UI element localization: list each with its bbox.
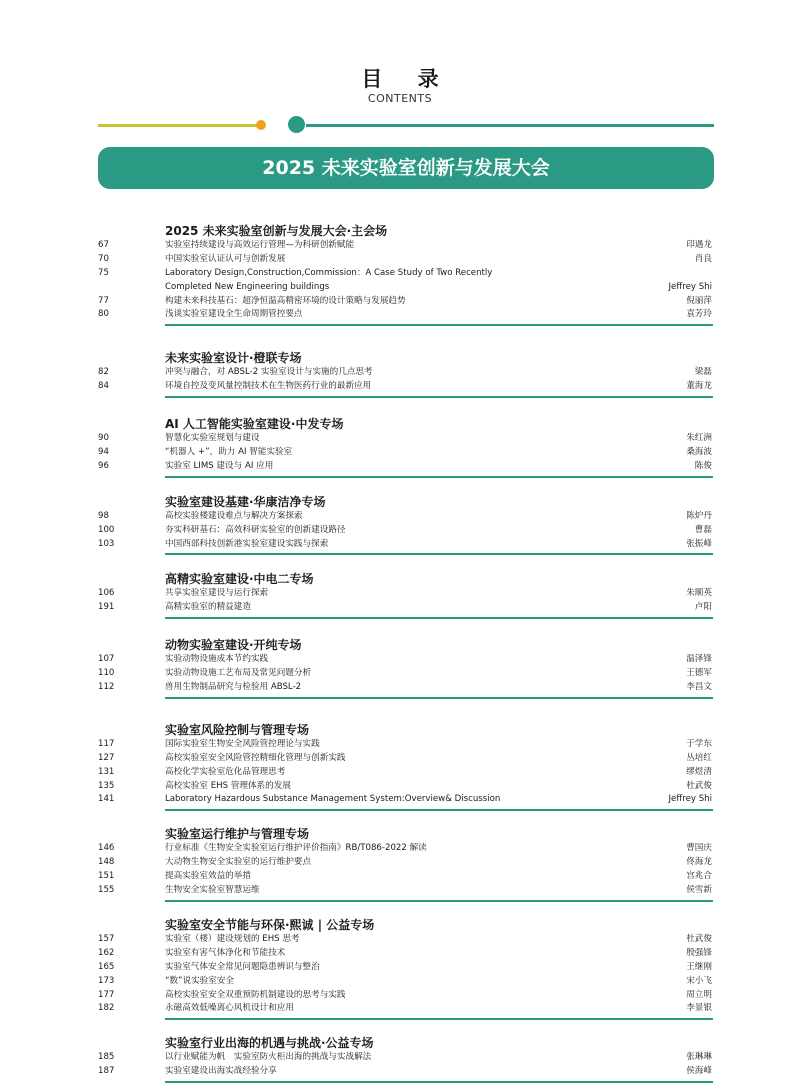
entry-author: Jeffrey Shi [668,794,712,805]
entry-page: 185 [98,1052,115,1063]
section-title: 高精实验室建设·中电二专场 [165,572,314,587]
entry-title: 智慧化实验室规划与建设 [165,433,260,444]
entry-page: 75 [98,267,109,278]
entry-author: 杜武俊 [686,933,712,944]
entry-author: 侯海峰 [686,1066,712,1077]
entry-author: 肖良 [694,253,712,264]
toc-entry[interactable] [0,1002,800,1016]
entry-author: 陈俊 [694,460,712,471]
entry-title: 高校实验室 EHS 管理体系的发展 [165,780,291,791]
toc-section [0,223,800,326]
section-rule [165,553,713,555]
toc-entry[interactable] [0,870,800,884]
toc-section [0,917,800,1020]
toc-entry[interactable] [0,253,800,267]
table-of-contents [0,223,800,1083]
entry-title: 实验室有害气体净化和节能技术 [165,947,286,958]
entry-page: 182 [98,1003,115,1014]
entry-title: 构建未来科技基石：超净恒温高精密环境的设计策略与发展趋势 [165,295,406,306]
toc-section [0,494,800,556]
teal-dot [288,116,305,133]
entry-author: 曹磊 [694,524,712,535]
orange-dot [256,120,266,130]
entry-title: 实验室持续建设与高效运行管理—为科研创新赋能 [165,240,355,250]
entry-author: 宫兆合 [686,871,712,882]
toc-entry[interactable] [0,933,800,947]
entry-author: 宋小飞 [686,975,712,986]
toc-entry[interactable] [0,961,800,975]
entry-title: “数”说实验室安全 [165,975,235,986]
toc-entry[interactable] [0,295,800,309]
decorative-divider [98,124,714,128]
toc-entry[interactable] [0,239,800,253]
entry-title: 实验室（楼）建设规划的 EHS 思考 [165,933,300,944]
entry-author: 倪丽萍 [686,295,712,306]
entry-title: 实验动物设施成本节约实践 [165,654,269,665]
entry-title: 共享实验室建设与运行探索 [165,588,269,599]
entry-title: 提高实验室效益的举措 [165,871,251,882]
entry-page: 148 [98,857,115,868]
entry-title: 以行业赋能为帆 实验室防火柜出海的挑战与实战解法 [165,1052,372,1063]
section-rule [165,697,713,699]
toc-section [0,1035,800,1083]
section-title: AI 人工智能实验室建设·中发专场 [165,417,344,432]
toc-entry[interactable] [0,380,800,394]
entry-title: 实验动物设施工艺布局及常见问题分析 [165,668,312,679]
toc-entry[interactable] [0,738,800,752]
entry-title: 高校实验室安全风险管控精细化管理与创新实践 [165,752,346,763]
entry-page: 162 [98,947,115,958]
section-title: 实验室安全节能与环保·熙诚 | 公益专场 [165,917,375,932]
page-subtitle: CONTENTS [367,92,433,105]
entry-title: 大动物生物安全实验室的运行维护要点 [165,857,312,868]
section-title: 动物实验室建设·开纯专场 [165,638,302,653]
entry-author: 王继刚 [686,961,712,972]
section-title: 实验室行业出海的机遇与挑战·公益专场 [165,1036,374,1051]
entry-page: 155 [98,885,115,896]
entry-page: 177 [98,989,115,1000]
entry-author: 卢阳 [694,602,712,613]
entry-page: 165 [98,961,115,972]
section-title: 2025 未来实验室创新与发展大会·主会场 [165,224,388,238]
entry-page: 187 [98,1066,115,1077]
entry-page: 90 [98,433,109,444]
entry-author: 缪煜清 [686,766,712,777]
conference-banner: 2025 未来实验室创新与发展大会 [98,147,714,189]
toc-entry[interactable] [0,975,800,989]
toc-entry[interactable] [0,446,800,460]
entry-page: 110 [98,668,115,679]
entry-author: 于学东 [686,738,712,749]
entry-title: 实验室气体安全常见问题隐患辨识与整治 [165,961,320,972]
entry-page: 157 [98,933,115,944]
entry-page: 106 [98,588,115,599]
toc-entry[interactable] [0,587,800,601]
entry-title: 实验室建设出海实战经验分享 [165,1066,277,1077]
entry-title: 高校实验室安全双重预防机制建设的思考与实践 [165,989,346,1000]
section-rule [165,617,713,619]
toc-section [0,350,800,398]
toc-header [0,66,800,106]
toc-section [0,571,800,619]
entry-title: 高精实验室的精益建造 [165,602,251,613]
section-rule [165,1018,713,1020]
toc-entry[interactable] [0,432,800,446]
entry-author: 丛培红 [686,752,712,763]
entry-title: 行业标准《生物安全实验室运行维护评价指南》RB/T086-2022 解读 [165,843,427,854]
entry-title: 生物安全实验室智慧运维 [165,885,260,896]
entry-page: 151 [98,871,115,882]
entry-page: 80 [98,309,109,320]
toc-entry[interactable] [0,601,800,615]
entry-author: 桑海波 [686,447,712,458]
toc-entry[interactable] [0,667,800,681]
entry-author: 袁芳玲 [686,309,712,320]
entry-author: 温泽锋 [686,654,712,665]
toc-section [0,722,800,811]
toc-entry[interactable] [0,308,800,322]
entry-title: 环境自控及变风量控制技术在生物医药行业的最新应用 [165,381,372,392]
entry-author: 王德军 [686,668,712,679]
entry-page: 82 [98,367,109,378]
divider-line-right [306,124,714,127]
entry-title: 国际实验室生物安全风险管控理论与实践 [165,738,320,749]
toc-entry[interactable] [0,267,800,281]
toc-entry[interactable] [0,538,800,552]
entry-title: Laboratory Design,Construction,Commission：A Case Study of Two Recently [165,267,493,278]
entry-page: 67 [98,240,109,250]
toc-entry[interactable] [0,752,800,766]
entry-page: 173 [98,975,115,986]
entry-author: 侯雪新 [686,885,712,896]
entry-page: 107 [98,654,115,665]
entry-title: 高校实验楼建设难点与解决方案探索 [165,510,303,521]
entry-page: 127 [98,752,115,763]
entry-author: 佟海龙 [686,857,712,868]
page-title: 目 录 [361,67,453,91]
section-rule [165,1081,713,1083]
entry-page: 98 [98,510,109,521]
section-rule [165,476,713,478]
entry-title: Completed New Engineering buildings [165,281,330,292]
toc-entry[interactable] [0,989,800,1003]
entry-page: 146 [98,843,115,854]
entry-title: Laboratory Hazardous Substance Management System:Overview& Discussion [165,794,501,805]
toc-section [0,637,800,699]
entry-title: 永磁高效低噪离心风机设计和应用 [165,1003,294,1014]
section-title: 实验室运行维护与管理专场 [165,827,310,842]
entry-page: 77 [98,295,109,306]
entry-page: 141 [98,794,115,805]
entry-page: 135 [98,780,115,791]
toc-entry[interactable] [0,793,800,807]
entry-page: 112 [98,682,115,693]
entry-author: 印遇龙 [686,240,712,250]
entry-title: 冲突与融合，对 ABSL-2 实验室设计与实施的几点思考 [165,367,373,378]
entry-title: “机器人 +”，助力 AI 智能实验室 [165,447,293,458]
entry-author: 李景银 [686,1003,712,1014]
toc-entry[interactable] [0,842,800,856]
section-rule [165,809,713,811]
entry-page: 103 [98,538,115,549]
section-title: 实验室建设基建·华康洁净专场 [165,494,326,509]
entry-page: 96 [98,460,109,471]
entry-title: 夯实科研基石：高效科研实验室的创新建设路径 [165,524,346,535]
entry-author: 朱顺英 [686,588,712,599]
entry-author: 周立明 [686,989,712,1000]
entry-author: 张振峰 [686,538,712,549]
entry-title: 中国西部科技创新港实验室建设实践与探索 [165,538,329,549]
entry-page: 191 [98,602,115,613]
toc-section [0,416,800,478]
toc-entry[interactable] [0,1051,800,1065]
toc-entry[interactable] [0,1065,800,1079]
entry-title: 浅谈实验室建设全生命周期管控要点 [165,309,303,320]
entry-author: 殷强锋 [686,947,712,958]
toc-entry[interactable] [0,856,800,870]
entry-author: 梁磊 [694,367,712,378]
entry-author: 董海龙 [686,381,712,392]
entry-page: 70 [98,253,109,264]
entry-page: 94 [98,447,109,458]
toc-entry[interactable] [0,884,800,898]
section-rule [165,900,713,902]
section-title: 未来实验室设计·橙联专场 [165,351,302,366]
section-title: 实验室风险控制与管理专场 [165,722,310,737]
toc-entry[interactable] [0,510,800,524]
toc-entry[interactable] [0,524,800,538]
entry-page: 84 [98,381,109,392]
entry-author: Jeffrey Shi [668,281,712,292]
entry-title: 中国实验室认证认可与创新发展 [165,253,286,264]
entry-author: 曹国庆 [686,843,712,854]
toc-entry[interactable] [0,780,800,794]
entry-author: 朱红洲 [686,433,712,444]
toc-entry[interactable] [0,281,800,295]
entry-title: 高校化学实验室危化品管理思考 [165,766,286,777]
entry-author: 张琳琳 [686,1052,712,1063]
toc-section [0,826,800,902]
section-rule [165,396,713,398]
divider-line-left [98,124,260,127]
toc-entry[interactable] [0,653,800,667]
toc-entry[interactable] [0,766,800,780]
entry-page: 100 [98,524,115,535]
entry-page: 131 [98,766,115,777]
entry-title: 兽用生物制品研究与检验用 ABSL-2 [165,682,302,693]
toc-entry[interactable] [0,460,800,474]
section-rule [165,324,713,326]
entry-author: 杜武俊 [686,780,712,791]
entry-author: 陈炉丹 [686,510,712,521]
toc-entry[interactable] [0,947,800,961]
entry-title: 实验室 LIMS 建设与 AI 应用 [165,460,274,471]
toc-entry[interactable] [0,366,800,380]
toc-entry[interactable] [0,681,800,695]
entry-page: 117 [98,738,115,749]
entry-author: 李昌文 [686,682,712,693]
